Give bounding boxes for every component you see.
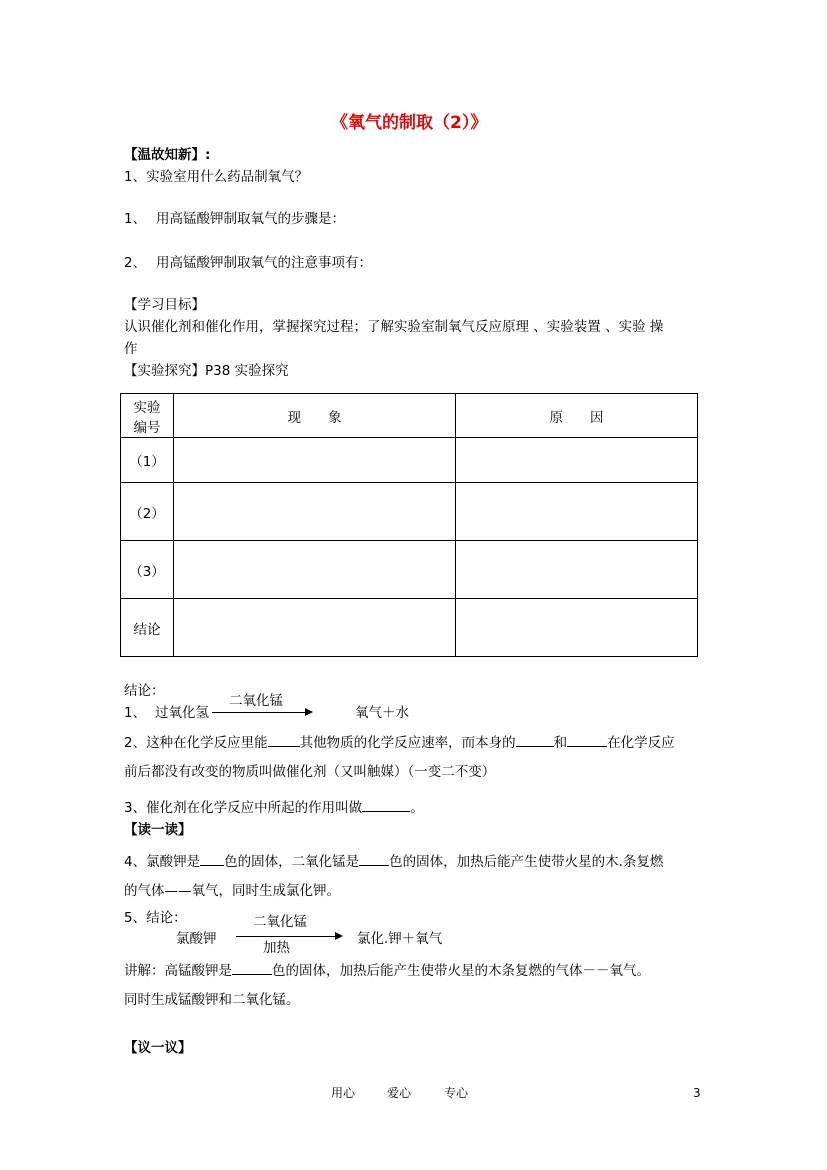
review-heading: 【温故知新】: xyxy=(124,147,211,163)
phenomenon-cell[interactable] xyxy=(174,483,456,541)
footer-motto-1: 用心 xyxy=(331,1086,356,1100)
table-header-row xyxy=(121,394,698,438)
reaction-arrow-1-line xyxy=(212,712,306,713)
row-label: （3） xyxy=(121,541,174,599)
phenomenon-cell[interactable] xyxy=(174,438,456,483)
point-2-part-a: 2、这种在化学反应里能 xyxy=(124,735,268,751)
reaction-arrow-2-line xyxy=(236,936,336,937)
goals-text-line1: 认识催化剂和催化作用，掌握探究过程；了解实验室制氧气反应原理 、实验装置 、实验 操 xyxy=(124,319,664,335)
reaction-arrow-2-head xyxy=(335,932,343,940)
header-number-line1: 实验 xyxy=(133,399,161,416)
review-question-2-number: 1、 xyxy=(124,211,147,227)
table-row xyxy=(121,541,698,599)
lecture-part-a: 讲解：高锰酸钾是 xyxy=(124,963,232,979)
equation-2-condition: 加热 xyxy=(263,940,290,956)
point-4-part-c: 色的固体，加热后能产生使带火星的木.条复燃 xyxy=(389,854,664,870)
equation-2-product: 氯化.钾＋氧气 xyxy=(357,931,443,947)
point-3-end: 。 xyxy=(410,800,424,816)
table-row xyxy=(121,483,698,541)
read-point-5: 5、结论： xyxy=(124,910,187,926)
review-question-1: 1、实验室用什么药品制氧气？ xyxy=(124,169,309,185)
page-number: 3 xyxy=(693,1086,701,1100)
equation-2-reactant: 氯酸钾 xyxy=(176,931,217,947)
equation-1-reactant: 过氧化氢 xyxy=(155,705,209,721)
lecture-paragraph xyxy=(124,960,650,979)
blank-line[interactable] xyxy=(359,851,389,866)
header-phenomenon: 现 象 xyxy=(174,394,456,438)
conclusion-heading: 结论： xyxy=(124,683,165,699)
point-2-part-d: 在化学反应 xyxy=(607,735,675,751)
review-question-3: 用高锰酸钾制取氧气的注意事项有： xyxy=(156,255,372,271)
read-point-4 xyxy=(124,851,663,870)
header-number-line2: 编号 xyxy=(133,419,161,436)
phenomenon-cell[interactable] xyxy=(174,599,456,657)
header-reason: 原 因 xyxy=(456,394,698,438)
lecture-part-b: 色的固体，加热后能产生使带火星的木条复燃的气体－－氧气。 xyxy=(272,963,650,979)
reason-cell[interactable] xyxy=(456,438,698,483)
point-2-part-b: 其他物质的化学反应速率，而本身的 xyxy=(299,735,516,751)
point-3-text: 3、催化剂在化学反应中所起的作用叫做 xyxy=(124,800,363,816)
point-2-part-c: 和 xyxy=(553,735,568,751)
header-experiment-number xyxy=(121,394,174,438)
read-heading: 【读一读】 xyxy=(124,822,192,838)
footer-motto-2: 爱心 xyxy=(387,1086,412,1100)
conclusion-point-3 xyxy=(124,797,424,816)
table-row xyxy=(121,438,698,483)
point-4-part-b: 色的固体，二氧化锰是 xyxy=(224,854,360,870)
equation-2-catalyst: 二氧化锰 xyxy=(253,914,307,930)
reason-cell[interactable] xyxy=(456,483,698,541)
row-label: （2） xyxy=(121,483,174,541)
table-row xyxy=(121,599,698,657)
equation-1-catalyst: 二氧化锰 xyxy=(229,693,283,709)
conclusion-point-2 xyxy=(124,732,675,751)
equation-1-product: 氧气＋水 xyxy=(355,705,409,721)
page-title: 《氧气的制取（2）》 xyxy=(331,113,488,133)
equation-1-number: 1、 xyxy=(124,705,147,721)
lecture-line2: 同时生成锰酸钾和二氧化锰。 xyxy=(124,992,300,1008)
blank-line[interactable] xyxy=(232,960,272,975)
blank-line[interactable] xyxy=(268,732,300,747)
blank-line[interactable] xyxy=(200,851,224,866)
review-question-3-number: 2、 xyxy=(124,255,147,271)
experiment-table xyxy=(120,393,698,657)
blank-line[interactable] xyxy=(567,732,607,747)
explore-heading: 【实验探究】P38 实验探究 xyxy=(124,363,289,379)
conclusion-point-2-line2: 前后都没有改变的物质叫做催化剂（又叫触媒）（一变二不变） xyxy=(124,764,496,780)
reason-cell[interactable] xyxy=(456,541,698,599)
point-4-part-a: 4、氯酸钾是 xyxy=(124,854,201,870)
reason-cell[interactable] xyxy=(456,599,698,657)
row-label: 结论 xyxy=(121,599,174,657)
footer-motto-3: 专心 xyxy=(444,1086,469,1100)
reaction-arrow-1-head xyxy=(305,708,313,716)
goals-heading: 【学习目标】 xyxy=(124,297,205,313)
blank-line[interactable] xyxy=(516,732,554,747)
goals-text-line2: 作 xyxy=(124,341,138,357)
read-point-4-line2: 的气体——氧气，同时生成氯化钾。 xyxy=(124,883,340,899)
discuss-heading: 【议一议】 xyxy=(124,1040,192,1056)
phenomenon-cell[interactable] xyxy=(174,541,456,599)
row-label: （1） xyxy=(121,438,174,483)
review-question-2: 用高锰酸钾制取氧气的步骤是： xyxy=(156,211,345,227)
blank-line[interactable] xyxy=(362,797,410,812)
